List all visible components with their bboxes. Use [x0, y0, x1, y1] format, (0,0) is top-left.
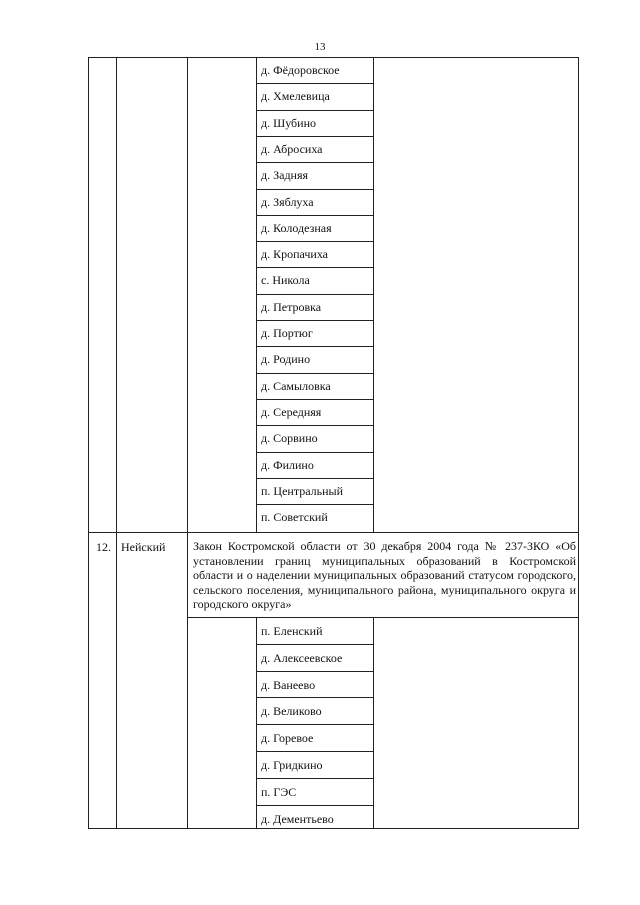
settlement-name: п. Еленский — [261, 624, 323, 638]
settlement-name: д. Сорвино — [261, 431, 318, 446]
row-divider — [256, 504, 373, 505]
settlement-name: д. Алексеевское — [261, 650, 343, 665]
row-divider — [256, 399, 373, 400]
row-12-law-text: Закон Костромской области от 30 декабря 2004 года № 237-ЗКО «Об установлении границ муниципальных образований в Костромской области и о наделении муниципальных образований статусом городского, сельского поселения, муниципального района, муниципального округа и городского округа» — [193, 539, 576, 612]
page-number: 13 — [314, 41, 326, 53]
row-divider — [256, 478, 373, 479]
row-divider — [256, 320, 373, 321]
row-divider — [256, 373, 373, 374]
settlement-name: д. Абросиха — [261, 141, 323, 156]
settlement-name: д. Дементьево — [261, 811, 334, 826]
settlement-name: д. Кропачиха — [261, 247, 329, 262]
settlement-name: д. Задняя — [261, 168, 309, 183]
row-divider — [256, 110, 373, 111]
row-divider — [256, 697, 373, 698]
table-top-border-right — [373, 57, 578, 58]
settlement-name: с. Никола — [261, 273, 310, 288]
row-divider — [256, 452, 373, 453]
settlement-name: д. Фёдоровское — [261, 63, 340, 77]
column-divider — [187, 57, 188, 829]
settlement-name: д. Ванеево — [261, 677, 316, 692]
row-divider — [256, 724, 373, 725]
settlement-name: д. Зяблуха — [261, 194, 314, 209]
table-top-border — [256, 57, 373, 58]
row-divider — [256, 751, 373, 752]
settlement-name: п. Советский — [261, 510, 328, 525]
row-divider — [256, 671, 373, 672]
column-divider — [373, 617, 374, 828]
settlement-name: д. Гридкино — [261, 758, 323, 772]
settlement-name: д. Великово — [261, 704, 322, 719]
table-top-border-left — [88, 57, 256, 58]
settlement-name: д. Хмелевица — [261, 89, 330, 104]
settlement-name: д. Горевое — [261, 731, 314, 746]
row-divider — [256, 189, 373, 190]
column-divider — [256, 617, 257, 828]
column-divider — [373, 57, 374, 532]
column-divider — [256, 57, 257, 532]
settlement-name: д. Колодезная — [261, 220, 332, 235]
row-divider — [256, 136, 373, 137]
row-divider — [256, 215, 373, 216]
settlement-name: д. Родино — [261, 352, 311, 367]
table-right-border — [578, 57, 579, 829]
settlement-name: д. Портюг — [261, 326, 313, 340]
row-12-district: Нейский — [121, 540, 166, 554]
row-divider — [256, 644, 373, 645]
row-divider — [256, 162, 373, 163]
row-divider — [256, 267, 373, 268]
row-divider — [256, 805, 373, 806]
row-divider — [256, 294, 373, 295]
row-divider — [256, 241, 373, 242]
row-divider — [256, 778, 373, 779]
settlement-name: д. Середняя — [261, 404, 322, 419]
row-divider — [256, 425, 373, 426]
settlement-name: д. Шубино — [261, 115, 317, 130]
section-divider — [88, 532, 578, 533]
settlement-name: д. Самыловка — [261, 378, 331, 393]
settlement-name: д. Филино — [261, 457, 314, 472]
settlement-name: д. Петровка — [261, 299, 322, 314]
column-divider — [116, 57, 117, 829]
row-12-number: 12. — [96, 540, 111, 554]
table-left-border — [88, 57, 89, 829]
table-bottom-border — [88, 828, 578, 829]
row-divider — [256, 346, 373, 347]
settlement-name: п. Центральный — [261, 483, 344, 498]
law-row-bottom — [187, 617, 578, 618]
row-divider — [256, 83, 373, 84]
settlement-name: п. ГЭС — [261, 784, 297, 799]
